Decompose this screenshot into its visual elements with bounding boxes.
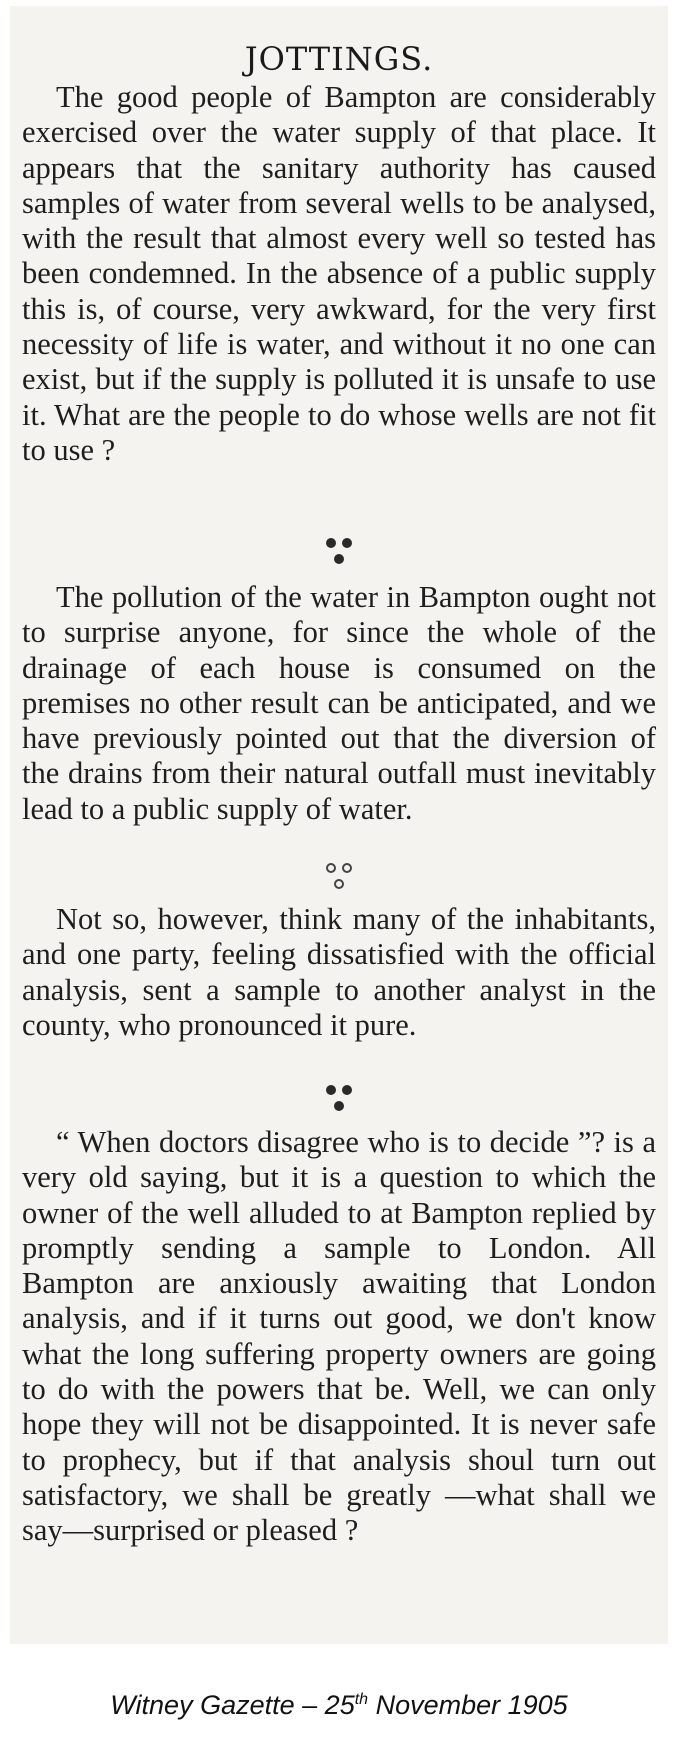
caption-day: 25 — [324, 1690, 355, 1720]
source-caption — [0, 1690, 678, 1721]
article-paragraph-1: The good people of Bampton are considerably exercised over the water supply of that place. It appears that the sanitary authority has caused samples of water from several wells to be analysed, with the result that almost every well so tested has been condemned. In the absence of a public supply this is, of course, very awkward, for the very first necessity of life is water, and without it no one can exist, but if the supply is polluted it is unsafe to use it. What are the people to do whose wells are not fit to use ? — [22, 80, 656, 467]
dinkus-ornament-icon — [0, 535, 678, 569]
caption-ordinal: th — [354, 1691, 369, 1708]
dinkus-ornament-icon — [0, 1082, 678, 1116]
caption-month-year: November 1905 — [368, 1690, 568, 1720]
dinkus-ornament-icon — [0, 860, 678, 894]
caption-dash: – — [294, 1690, 325, 1720]
article-paragraph-2: The pollution of the water in Bampton ought not to surprise anyone, for since the whole of the drainage of each house is consumed on the premises no other result can be anticipated, and we have previously pointed out that the diversion of the drains from their natural outfall must inevitably lead to a public supply of water. — [22, 580, 656, 826]
article-paragraph-4: “ When doctors disagree who is to decide ”? is a very old saying, but it is a question to which the owner of the well alluded to at Bampton replied by promptly sending a sample to London. All Bampton are anxiously awaiting that London analysis, and if it turns out good, we don't know what the long suffering property owners are going to do with the powers that be. Well, we can only hope they will not be disappointed. It is never safe to prophecy, but if that analysis shoul turn out satisfactory, we shall be greatly —what shall we say—surprised or pleased ? — [22, 1125, 656, 1548]
article-paragraph-3: Not so, however, think many of the inhabitants, and one party, feeling dissatisfied with the official analysis, sent a sample to another analyst in the county, who pronounced it pure. — [22, 902, 656, 1042]
article-title: JOTTINGS. — [244, 40, 434, 78]
caption-source: Witney Gazette — [110, 1690, 295, 1720]
